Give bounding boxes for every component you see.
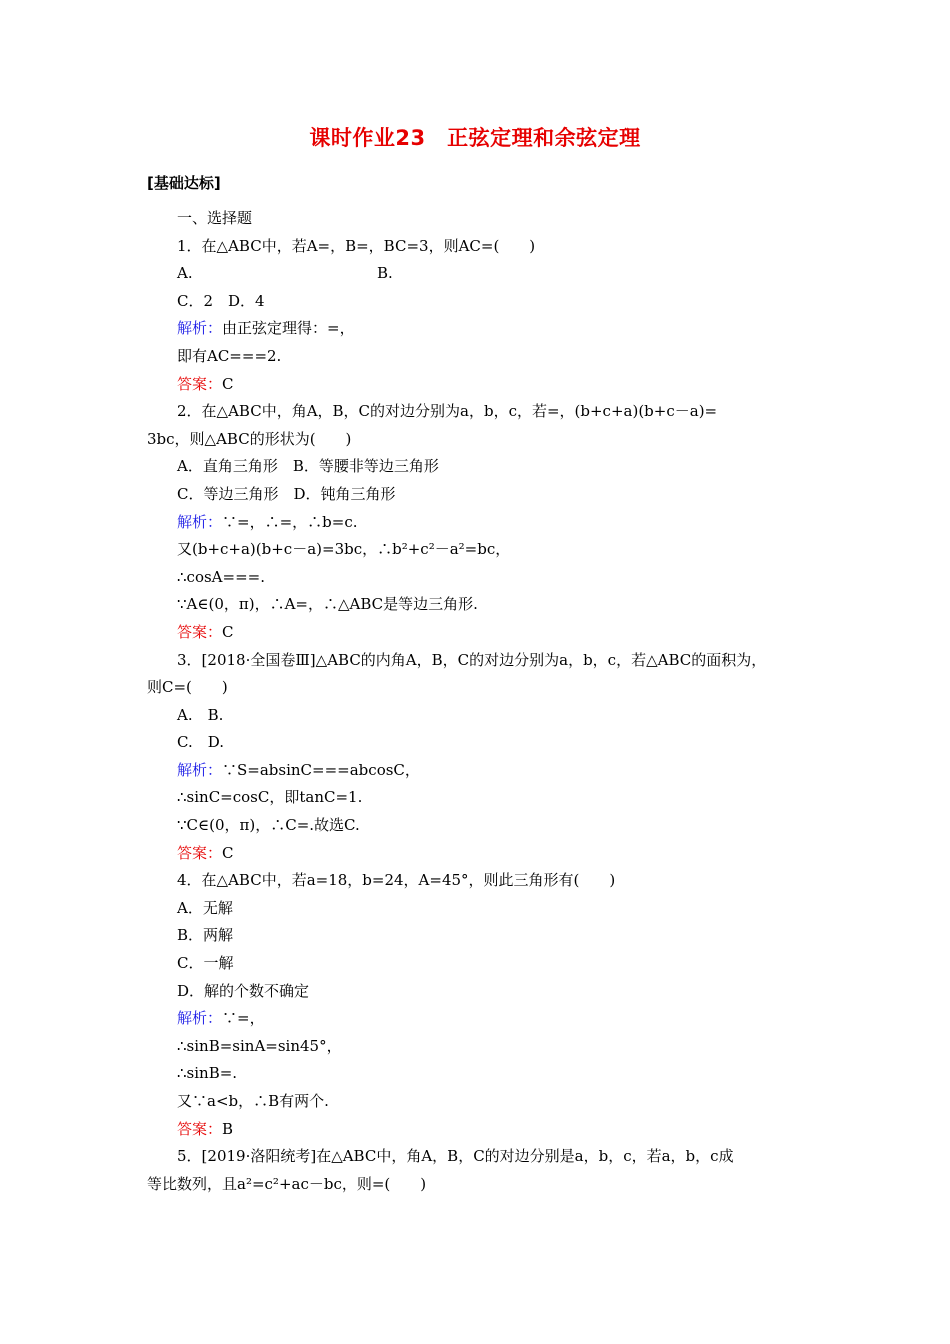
q1-option-a: A. xyxy=(177,264,193,283)
q4-analysis-line: ∴sinB=. xyxy=(177,1064,238,1083)
page-title: 课时作业23 正弦定理和余弦定理 xyxy=(309,126,641,150)
q4-answer: 答案：B xyxy=(177,1119,234,1138)
answer-label: 答案： xyxy=(177,374,223,393)
q4-analysis-line: 又∵a<b，∴B有两个. xyxy=(177,1092,329,1110)
q3-analysis: 解析：∵S=absinC===abcosC， xyxy=(177,760,420,779)
q1-analysis: 解析：由正弦定理得：=， xyxy=(177,319,355,338)
analysis-label: 解析： xyxy=(177,319,223,338)
q5-stem: 5．[2019·洛阳统考]在△ABC中，角A，B，C的对边分别是a，b，c，若a，b，c成 xyxy=(177,1147,734,1166)
analysis-label: 解析： xyxy=(177,760,223,779)
q2-stem: 2．在△ABC中，角A，B，C的对边分别为a，b，c，若=，(b+c+a)(b+c－a)= xyxy=(177,402,718,421)
q1-options-cd: C．2 D．4 xyxy=(177,291,265,310)
q5-stem-cont: 等比数列，且a²=c²+ac－bc，则=( ) xyxy=(147,1174,427,1193)
q4-option-b: B．两解 xyxy=(177,926,234,945)
q2-analysis-line: ∴cosA===. xyxy=(177,567,265,586)
analysis-label: 解析： xyxy=(177,512,223,531)
q4-option-d: D．解的个数不确定 xyxy=(177,981,310,1000)
q3-stem: 3．[2018·全国卷Ⅲ]△ABC的内角A，B，C的对边分别为a，b，c，若△ABC的面积为， xyxy=(177,650,767,669)
q2-options-cd: C．等边三角形 D．钝角三角形 xyxy=(177,484,396,503)
q3-options-ab: A. B. xyxy=(177,705,224,724)
q2-answer: 答案：C xyxy=(177,622,234,641)
q1-option-b: B. xyxy=(377,264,393,283)
q4-option-c: C．一解 xyxy=(177,954,234,973)
q3-answer: 答案：C xyxy=(177,843,234,862)
q3-options-cd: C. D. xyxy=(177,733,224,752)
q2-analysis-line: ∵A∈(0，π)，∴A=，∴△ABC是等边三角形. xyxy=(177,595,478,614)
analysis-label: 解析： xyxy=(177,1009,223,1028)
answer-label: 答案： xyxy=(177,1119,223,1138)
q2-options-ab: A．直角三角形 B．等腰非等边三角形 xyxy=(177,457,439,476)
q4-analysis: 解析：∵=， xyxy=(177,1009,265,1028)
q2-analysis-line: 又(b+c+a)(b+c－a)=3bc，∴b²+c²－a²=bc， xyxy=(177,540,511,559)
document-body xyxy=(147,205,827,1198)
q2-stem-cont: 3bc，则△ABC的形状为( ) xyxy=(147,429,352,448)
q1-stem: 1．在△ABC中，若A=，B=，BC=3，则AC=( ) xyxy=(177,236,536,255)
q4-analysis-line: ∴sinB=sinA=sin45°， xyxy=(177,1036,342,1055)
q1-analysis-line: 即有AC===2. xyxy=(177,346,282,365)
answer-label: 答案： xyxy=(177,843,223,862)
answer-label: 答案： xyxy=(177,622,223,641)
q3-analysis-line: ∴sinC=cosC，即tanC=1. xyxy=(177,788,363,807)
part-heading: 一、选择题 xyxy=(177,209,253,227)
q3-analysis-line: ∵C∈(0，π)，∴C=.故选C. xyxy=(177,816,360,835)
q2-analysis: 解析：∵=，∴=，∴b=c. xyxy=(177,512,358,531)
q3-stem-cont: 则C=( ) xyxy=(147,678,228,697)
section-heading: [基础达标] xyxy=(147,174,221,192)
q1-answer: 答案：C xyxy=(177,374,234,393)
q4-stem: 4．在△ABC中，若a=18，b=24，A=45°，则此三角形有( ) xyxy=(177,871,616,890)
q4-option-a: A．无解 xyxy=(177,898,233,917)
q1-options-ab xyxy=(147,260,827,288)
